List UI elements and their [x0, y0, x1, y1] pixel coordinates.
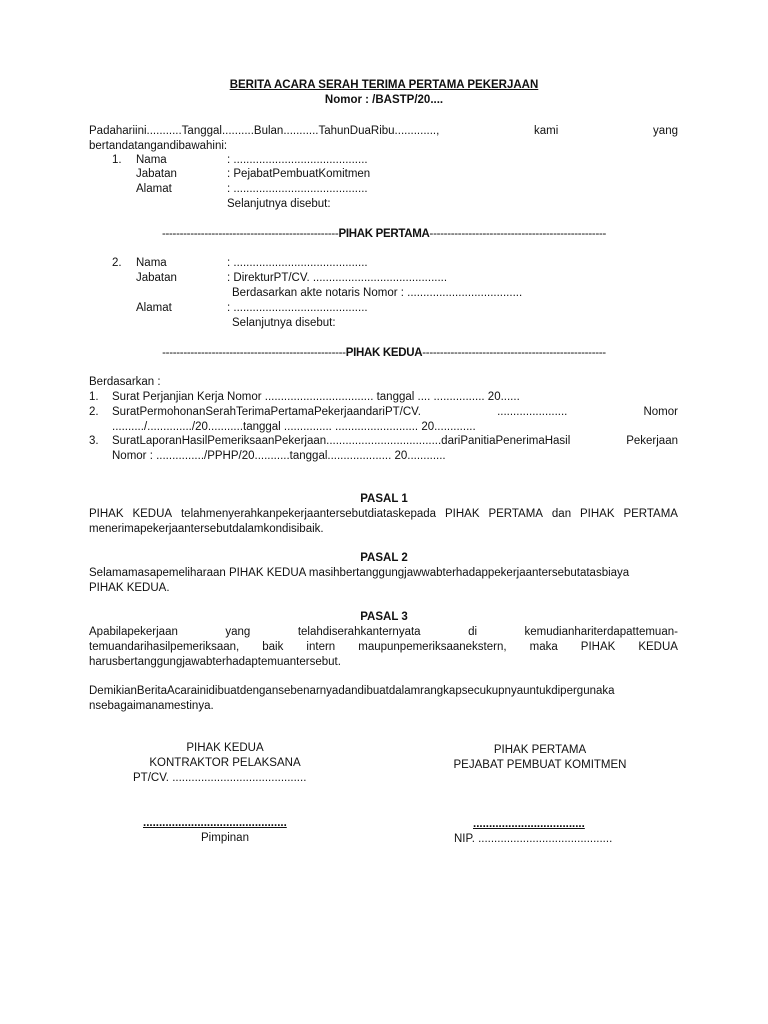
sign-right-signature-line: ................................... [473, 818, 585, 830]
word: maupunpemeriksaanekstern, [358, 640, 507, 653]
party1-disebut: Selanjutnya disebut: [227, 198, 331, 210]
opening-word-yang: yang [653, 125, 678, 137]
word: baik [262, 640, 284, 653]
sign-right-title: PIHAK PERTAMA [493, 744, 587, 756]
sign-right-subtitle: PEJABAT PEMBUAT KOMITMEN [453, 759, 627, 771]
word: Apabilapekerjaan [89, 626, 178, 638]
party2-disebut: Selanjutnya disebut: [232, 317, 336, 329]
separator-dashes-right: ---------------------------------------------------- [422, 347, 606, 359]
pasal1-title: PASAL 1 [360, 493, 408, 505]
word: PIHAK [89, 508, 124, 520]
party1-number: 1. [112, 154, 122, 166]
party2-name-value: : .......................................... [227, 257, 368, 269]
party2-name-label: Nama [136, 257, 167, 269]
pihak-pertama-label: PIHAK PERTAMA [338, 228, 430, 240]
party2-alamat-label: Alamat [136, 302, 172, 314]
pasal2-paragraph [89, 566, 678, 596]
closing-line2: nsebagaimanamestinya. [89, 699, 214, 712]
sign-left-subtitle: KONTRAKTOR PELAKSANA [149, 757, 301, 769]
word: temuandarihasilpemeriksaan, [89, 640, 240, 653]
opening-continuation: bertandatangandibawahini: [89, 139, 228, 152]
party2-akte-notaris: Berdasarkan akte notaris Nomor : .................................... [232, 287, 523, 299]
party1-jabatan-label: Jabatan [136, 168, 177, 180]
word: PIHAK [580, 508, 615, 520]
sign-right-nip: NIP. .......................................... [454, 833, 613, 845]
pihak-kedua-separator [0, 346, 768, 361]
pihak-kedua-label: PIHAK KEDUA [345, 347, 423, 359]
document-title: BERITA ACARA SERAH TERIMA PERTAMA PEKERJAAN [229, 79, 539, 91]
party1-name-label: Nama [136, 154, 167, 166]
berdasarkan-item1: Surat Perjanjian Kerja Nomor .................................. tanggal .... ................ 20...... [112, 391, 520, 403]
document-number: Nomor : /BASTP/20.... [324, 94, 444, 106]
party2-number: 2. [112, 257, 122, 269]
opening-date-line: Padahariini...........Tanggal..........Bulan...........TahunDuaRibu............., [89, 125, 440, 137]
pasal1-line2: menerimapekerjaantersebutdalamkondisibaik. [89, 522, 324, 535]
separator-dashes-left: -------------------------------------------------- [161, 228, 339, 240]
pasal3-title: PASAL 3 [360, 611, 408, 623]
word: PERTAMA [623, 508, 678, 520]
pasal2-title: PASAL 2 [360, 552, 408, 564]
party2-jabatan-value: : DirekturPT/CV. .......................................... [227, 272, 448, 284]
sign-left-title: PIHAK KEDUA [186, 742, 264, 754]
party1-name-value: : .......................................... [227, 154, 368, 166]
pasal2-line1: Selamamasapemeliharaan PIHAK KEDUA masihbertanggungjawwabterhadappekerjaantersebutatasbiaya [89, 567, 630, 579]
word: PERTAMA [488, 508, 543, 520]
closing-paragraph [89, 684, 678, 714]
opening-paragraph [89, 124, 678, 154]
item2-surat-permohonan: SuratPermohonanSerahTerimaPertamaPekerjaandariPT/CV. [112, 406, 421, 418]
item3-surat-laporan: SuratLaporanHasilPemeriksaanPekerjaan....................................dariPanitiaPenerimaHasil [112, 435, 571, 447]
pasal2-line2: PIHAK KEDUA. [89, 581, 170, 594]
word: di [468, 626, 478, 638]
item3-pekerjaan: Pekerjaan [626, 435, 678, 447]
closing-line1: DemikianBeritaAcarainidibuatdengansebenarnyadandibuatdalamrangkapsecukupnyauntukdipergunaka [89, 685, 615, 697]
item2-continuation: ........../............../20...........tanggal ............... .......................... 20............. [112, 420, 476, 433]
sign-left-company: PT/CV. .......................................... [133, 772, 307, 784]
opening-word-kami: kami [534, 125, 559, 137]
pihak-pertama-separator [0, 227, 768, 242]
sign-left-signature-line: ............................................. [143, 817, 287, 829]
pasal1-paragraph [89, 507, 678, 537]
item2-dots: ...................... [497, 406, 568, 418]
separator-dashes-right: -------------------------------------------------- [429, 228, 607, 240]
item3-continuation: Nomor : .............../PPHP/20...........tanggal.................... 20............ [112, 449, 446, 462]
berdasarkan-heading: Berdasarkan : [89, 376, 161, 388]
berdasarkan-item2 [112, 405, 678, 435]
separator-dashes-left: ---------------------------------------------------- [162, 347, 346, 359]
item2-nomor: Nomor [643, 406, 678, 418]
word: KEDUA [638, 640, 678, 653]
party2-alamat-value: : .......................................... [227, 302, 368, 314]
word: PIHAK [445, 508, 480, 520]
pasal3-paragraph [89, 625, 678, 669]
word: maka [529, 640, 558, 653]
pasal1-line1 [89, 507, 678, 522]
word: kemudianhariterdapattemuan- [524, 626, 678, 638]
party1-jabatan-value: : PejabatPembuatKomitmen [227, 168, 371, 180]
party2-jabatan-label: Jabatan [136, 272, 177, 284]
word: PIHAK [580, 640, 616, 653]
word: telahmenyerahkanpekerjaantersebutdiataskepada [180, 508, 437, 520]
pasal3-line2 [89, 640, 678, 655]
word: intern [306, 640, 336, 653]
word: yang [225, 626, 251, 638]
berdasarkan-item1-number: 1. [89, 391, 99, 403]
party1-alamat-value: : .......................................... [227, 183, 368, 195]
sign-left-role: Pimpinan [201, 832, 249, 844]
berdasarkan-item2-number: 2. [89, 406, 99, 418]
pasal3-line1 [89, 625, 678, 640]
berdasarkan-item3-number: 3. [89, 435, 99, 447]
berdasarkan-item3 [112, 434, 678, 464]
party1-alamat-label: Alamat [136, 183, 172, 195]
word: telahdiserahkanternyata [297, 626, 421, 638]
word: KEDUA [132, 508, 173, 520]
pasal3-line3: harusbertanggungjawabterhadaptemuantersebut. [89, 655, 341, 668]
word: dan [551, 508, 572, 520]
